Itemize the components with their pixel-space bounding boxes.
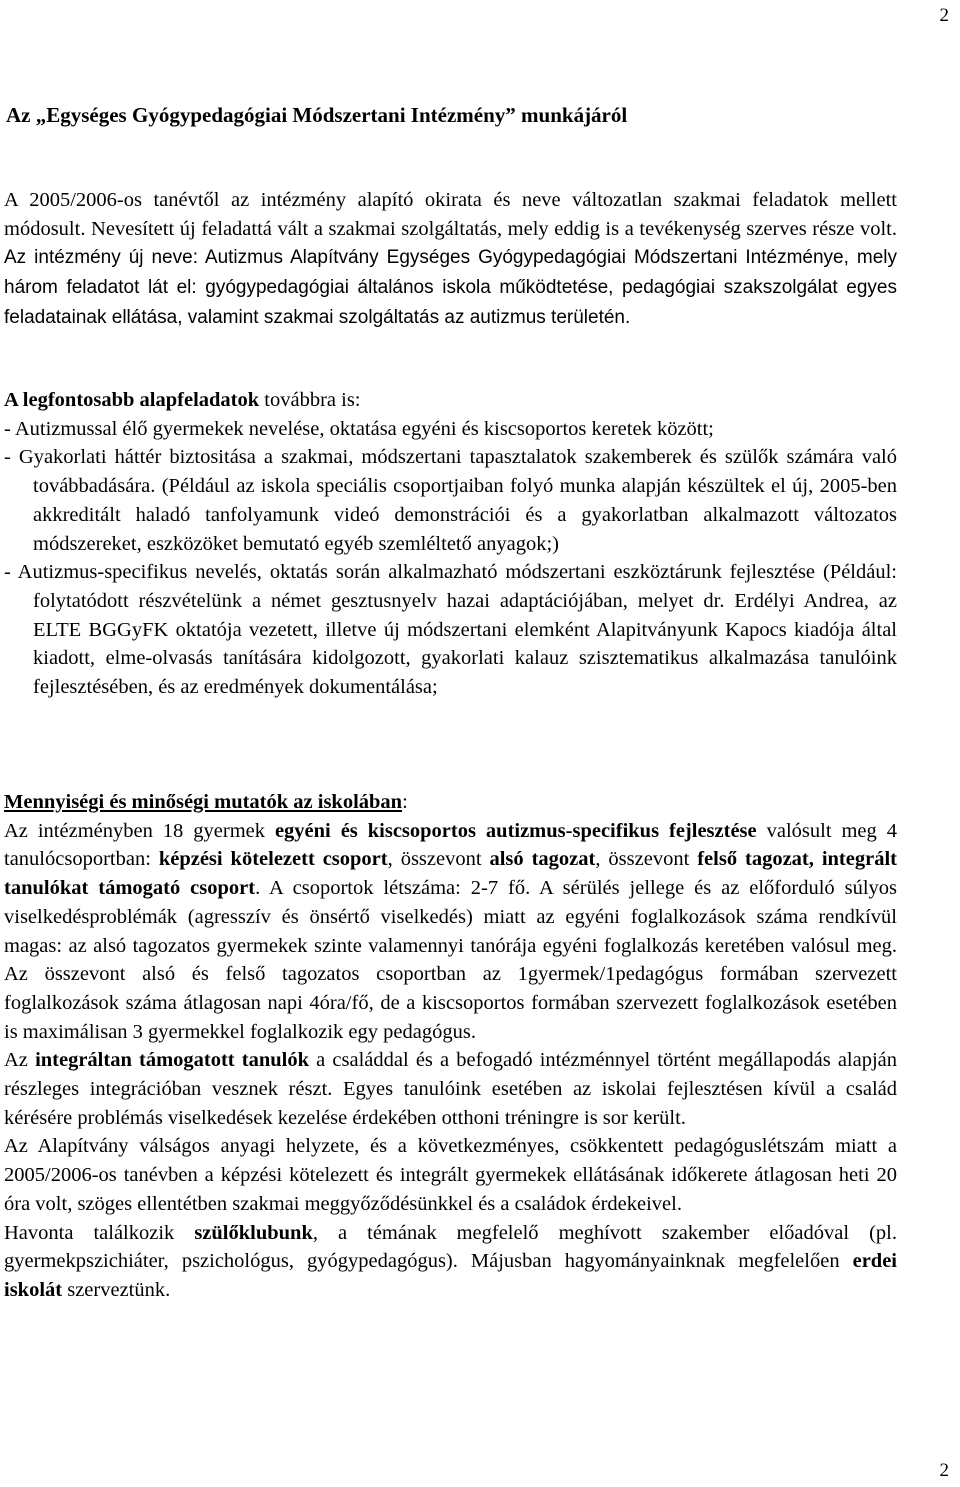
bold-run: egyéni és kiscsoportos autizmus-specifikus fejlesztése [274,819,757,842]
text-run: Az [4,1049,36,1072]
text-run: Az intézményben 18 gyermek [4,819,275,842]
intro-text-part2: Az intézmény új neve: Autizmus Alapítvány Egységes Gyógypedagógiai Módszertani Intézménye, mely három feladatot lát el: gyógypedagógiai általános iskola működtetése, pedagógiai szakszolgálat egyes feladatainak ellátása, valamint szakmai szolgáltatás az autizmus területén. [4,247,897,328]
intro-paragraph [4,186,897,333]
stats-heading-text: Mennyiségi és minőségi mutatók az iskolában [4,791,403,813]
text-run: . A csoportok létszáma: 2-7 fő. A sérülés jellege és az előforduló súlyos viselkedésproblémák (agresszív és önsértő viselkedés) miatt az egyéni foglalkozások száma rendkívül magas: az alsó tagozatos gyermekek szinte valamennyi tanórája egyéni foglalkozás keretében valósul meg. Az összevont alsó és felső tagozatos csoportban az 1gyermek/1pedagógus formában szervezett foglalkozások száma átlagosan napi 4óra/fő, de a kiscsoportos formában szervezett foglalkozások esetében is maximálisan 3 gyermekkel foglalkozik egy pedagógus. [4,877,898,1043]
tasks-heading-bold: A legfontosabb alapfeladatok [4,389,260,411]
bold-run: szülőklubunk [194,1221,313,1244]
text-run: , összevont [387,848,490,871]
bold-run: képzési kötelezett csoport [158,848,388,871]
stats-paragraph-4 [4,1219,897,1305]
bold-run: erdei iskolát [4,1250,897,1301]
stats-section [4,788,897,1305]
intro-text-part1: A 2005/2006-os tanévtől az intézmény alapító okirata és neve változatlan szakmai feladatok mellett módosult. Nevesített új feladattá vált a szakmai szolgáltatás, mely eddig is a tevékenység szerves része volt. [4,189,897,240]
stats-paragraph-1 [4,817,897,1047]
task-item: - Autizmus-specifikus nevelés, oktatás során alkalmazható módszertani eszköztárunk fejlesztése (Például: folytatódott részvételünk a német gesztusnyelv hazai adaptációjában, melyet dr. Erdélyi Andrea, az ELTE BGGyFK oktatója vezetett, illetve új módszertani elemként Alapitványunk Kapocs kiadója által kiadott, elme-olvasás tanítására kidolgozott, gyakorlati kalauz szisztematikus alkalmazása tanulóink fejlesztésében, és az eredmények dokumentálása; [4,561,897,699]
text-run: , a témának megfelelő meghívott szakember előadóval (pl. gyermekpszichiáter, pszichológus, gyógypedagógus). Májusban hagyományainknak megfelelően [4,1221,898,1273]
stats-paragraph-3: Az Alapítvány válságos anyagi helyzete, és a következményes, csökkentett pedagóguslétszám miatt a 2005/2006-os tanévben a képzési kötelezett és integrált gyermekek ellátásának időkerete átlagosan heti 20 óra volt, szöges ellentétben szakmai meggyőződésünkkel és a családok érdekeivel. [4,1135,897,1215]
text-run: valósult meg 4 tanulócsoportban: [4,819,897,871]
text-run: , összevont [595,848,698,871]
tasks-heading [4,386,897,415]
text-run: szerveztünk. [62,1278,171,1301]
tasks-section [4,386,897,702]
bold-run: felső tagozat, integrált tanulókat támogató csoport [4,848,897,900]
page-number-bottom: 2 [939,1460,949,1481]
text-run: a családdal és a befogadó intézménnyel történt megállapodás alapján részleges integrációban vesznek részt. Egyes tanulóink esetében az iskolai fejlesztésen kívül a család kérésére problémás viselkedések kezelése érdekében otthoni tréningre is sor került. [4,1049,898,1129]
stats-paragraph-2 [4,1046,897,1132]
stats-heading [4,788,897,817]
task-item: - Gyakorlati háttér biztositása a szakmai, módszertani tapasztalatok szakemberek és szülők számára való továbbadására. (Például az iskola speciális csoportjaiban folyó munka alapján készültek el új, 2005-ben akkreditált haladó tanfolyamunk videó demonstrációi és a gyakorlatban alkalmazott változatos módszereket, eszközöket bemutató egyéb szemléltető anyagok;) [4,446,897,555]
document-title: Az „Egységes Gyógypedagógiai Módszertani Intézmény” munkájáról [6,103,628,127]
bold-run: integráltan támogatott tanulók [35,1049,310,1072]
tasks-heading-rest: továbbra is: [259,389,361,411]
stats-heading-colon: : [402,791,408,813]
text-run: Havonta találkozik [4,1221,195,1244]
bold-run: alsó tagozat [489,848,596,871]
page-number-top: 2 [939,5,949,26]
task-item: - Autizmussal élő gyermekek nevelése, oktatása egyéni és kiscsoportos keretek között; [4,417,714,440]
